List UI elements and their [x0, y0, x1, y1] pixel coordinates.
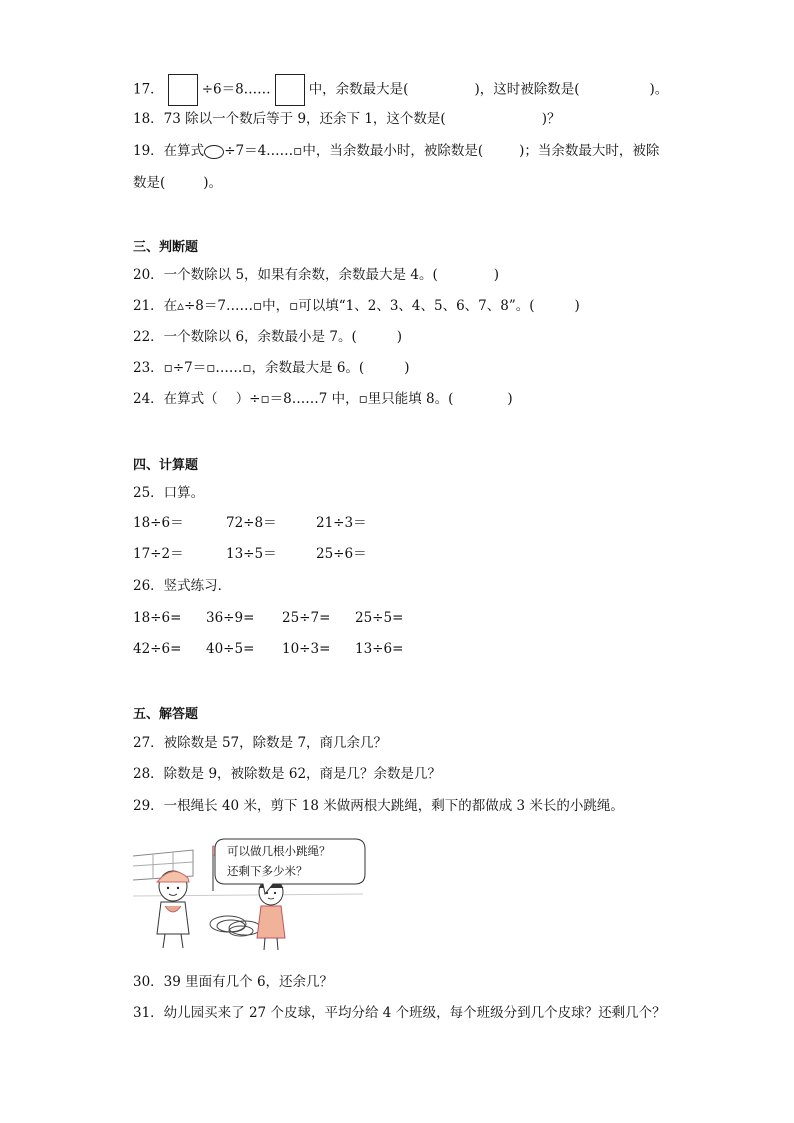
vertical-calc-item: 18÷6= — [133, 610, 182, 626]
question-28: 28．除数是 9，被除数是 62，商是几？余数是几？ — [133, 766, 442, 782]
question-31: 31．幼儿园买来了 27 个皮球，平均分给 4 个班级，每个班级分到几个皮球？还剩几个？ — [133, 1005, 666, 1021]
vertical-calc-item: 10÷3= — [282, 641, 331, 657]
jump-rope-illustration — [133, 836, 373, 954]
vertical-calc-item: 42÷6= — [133, 641, 182, 657]
vertical-calc-item: 36÷9= — [206, 610, 255, 626]
question-27: 27．被除数是 57，除数是 7，商几余几？ — [133, 735, 388, 751]
question-22-text: 22．一个数除以 6，余数最小是 7。( — [133, 329, 357, 345]
question-18-end: )？ — [541, 111, 561, 127]
question-21 — [133, 297, 580, 315]
question-24-mid: ）÷▫＝8……7 中，▫里只能填 8。( — [235, 391, 454, 407]
answer-box-dividend[interactable] — [168, 74, 198, 106]
question-23 — [133, 359, 409, 377]
question-17 — [133, 74, 668, 106]
question-30: 30．39 里面有几个 6，还余几？ — [133, 974, 334, 990]
oral-calc-item: 72÷8＝ — [226, 515, 277, 531]
question-25: 25．口算。 — [133, 485, 205, 501]
question-24 — [133, 390, 513, 408]
oral-calc-item: 17÷2＝ — [133, 546, 184, 562]
question-18 — [133, 110, 560, 128]
question-24-text: 24．在算式（ — [133, 391, 218, 407]
question-20 — [133, 266, 499, 284]
question-22 — [133, 328, 402, 346]
section-title-calculation: 四、计算题 — [133, 458, 199, 473]
question-20-end: ) — [493, 267, 499, 283]
question-20-text: 20．一个数除以 5，如果有余数，余数最大是 4。( — [133, 267, 438, 283]
oral-calc-item: 13÷5＝ — [226, 546, 277, 562]
question-21-end: ) — [574, 298, 580, 314]
question-19 — [133, 142, 659, 160]
question-21-text: 21．在▵÷8＝7……▫中，▫可以填“1、2、3、4、5、6、7、8”。( — [133, 298, 535, 314]
speech-bubble-line2: 还剩下多少米？ — [227, 864, 308, 878]
vertical-calc-item: 40÷5= — [206, 641, 255, 657]
oral-calc-item: 18÷6＝ — [133, 515, 184, 531]
oral-calc-item: 21÷3＝ — [316, 515, 367, 531]
question-26: 26．竖式练习． — [133, 578, 232, 594]
question-19-part4: 数是( — [133, 175, 166, 191]
vertical-calc-item: 25÷7= — [282, 610, 331, 626]
circle-shape-icon — [204, 145, 224, 159]
section-title-judgement: 三、判断题 — [133, 240, 199, 255]
question-19-part1: 19．在算式 — [133, 143, 205, 159]
question-17-tail2: )，这时被除数是( — [474, 81, 580, 98]
question-19-part5: )。 — [203, 175, 223, 191]
question-24-end: ) — [507, 391, 513, 407]
question-19-line2 — [133, 174, 222, 192]
question-17-middle: ÷6＝8…… — [201, 81, 271, 98]
question-18-text: 18．73 除以一个数后等于 9，还余下 1，这个数是( — [133, 111, 446, 127]
question-17-tail: 中，余数最大是( — [308, 81, 409, 98]
section-title-problems: 五、解答题 — [133, 707, 199, 722]
question-17-number: 17． — [133, 81, 164, 98]
question-17-end: )。 — [649, 81, 669, 98]
question-19-part3: )；当余数最大时，被除 — [519, 143, 660, 159]
answer-box-remainder[interactable] — [275, 74, 305, 106]
question-23-text: 23．▫÷7＝▫……▫，余数最大是 6。( — [133, 360, 365, 376]
vertical-calc-item: 13÷6= — [355, 641, 404, 657]
question-19-part2: ÷7＝4……▫中，当余数最小时，被除数是( — [224, 143, 484, 159]
vertical-calc-item: 25÷5= — [355, 610, 404, 626]
question-22-end: ) — [396, 329, 402, 345]
question-29: 29．一根绳长 40 米，剪下 18 米做两根大跳绳，剩下的都做成 3 米长的小跳绳。 — [133, 798, 624, 814]
speech-bubble-line1: 可以做几根小跳绳？ — [227, 844, 331, 858]
question-23-end: ) — [404, 360, 410, 376]
oral-calc-item: 25÷6＝ — [316, 546, 367, 562]
